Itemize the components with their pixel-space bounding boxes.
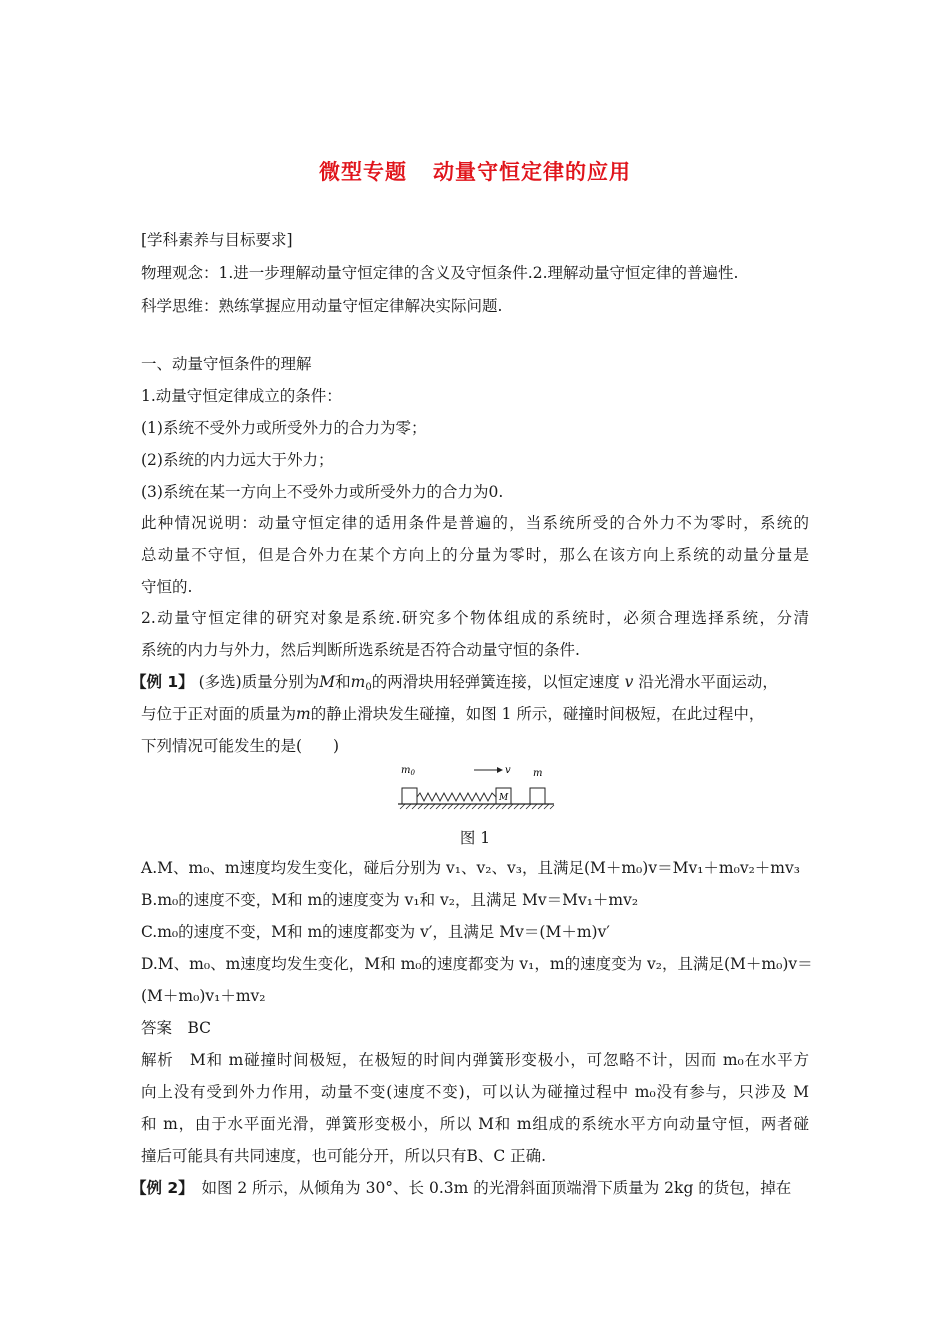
note-line: 总动量不守恒，但是合外力在某个方向上的分量为零时，那么在该方向上系统的动量分量是	[141, 546, 809, 564]
example-2-tag: 【例 2】	[131, 1179, 186, 1197]
analysis-line: 向上没有受到外力作用，动量不变(速度不变)，可以认为碰撞过程中 m₀没有参与，只涉及 M	[141, 1083, 809, 1101]
ground-hatching	[400, 804, 554, 809]
object-line: 系统的内力与外力，然后判断所选系统是否符合动量守恒的条件.	[141, 641, 580, 659]
figure-label-M: M	[499, 793, 509, 803]
example-2-line-1: 【例 2】 如图 2 所示，从倾角为 30°、长 0.3m 的光滑斜面顶端滑下质量为 2kg 的货包，掉在	[131, 1179, 792, 1197]
figure-1-caption: 图 1	[459, 829, 491, 847]
condition-2: (2)系统的内力远大于外力；	[141, 451, 334, 469]
option-a: A.M、m₀、m速度均发生变化，碰后分别为 v₁、v₂、v₃，且满足(M＋m₀)v＝Mv₁＋m₀v₂＋mv₃	[141, 859, 800, 877]
example-1-line-3: 下列情况可能发生的是( )	[141, 737, 340, 755]
figure-label-m0: $m_0$	[401, 765, 415, 777]
condition-1: (1)系统不受外力或所受外力的合力为零；	[141, 419, 427, 437]
option-b: B.m₀的速度不变，M和 m的速度变为 v₁和 v₂，且满足 Mv＝Mv₁＋mv₂	[141, 891, 639, 909]
block-m0	[402, 788, 417, 804]
note-line: 此种情况说明：动量守恒定律的适用条件是普遍的，当系统所受的合外力不为零时，系统的	[141, 514, 809, 532]
condition-3: (3)系统在某一方向上不受外力或所受外力的合力为0.	[141, 483, 504, 501]
analysis-line: 和 m，由于水平面光滑，弹簧形变极小，所以 M和 m组成的系统水平方向动量守恒，两者碰	[141, 1115, 809, 1133]
title-right: 动量守恒定律的应用	[433, 160, 631, 184]
analysis-line: 撞后可能具有共同速度，也可能分开，所以只有B、C 正确.	[141, 1147, 547, 1165]
section-heading: 一、动量守恒条件的理解	[141, 355, 312, 373]
option-c: C.m₀的速度不变，M和 m的速度都变为 v′，且满足 Mv＝(M＋m)v′	[141, 923, 610, 941]
figure-label-m: m	[533, 768, 543, 779]
note-line: 守恒的.	[141, 578, 193, 596]
option-d: D.M、m₀、m速度均发生变化，M和 m₀的速度都变为 v₁，m的速度变为 v₂，且满足(M＋m₀)v＝	[141, 955, 813, 973]
object-line: 2.动量守恒定律的研究对象是系统.研究多个物体组成的系统时，必须合理选择系统，分清	[141, 609, 809, 627]
block-m	[530, 788, 545, 804]
analysis-line: 解析 M和 m碰撞时间极短，在极短的时间内弹簧形变极小，可忽略不计，因而 m₀在水平方	[141, 1051, 809, 1069]
title-left: 微型专题	[319, 160, 407, 184]
example-1-line-2: 与位于正对面的质量为m的静止滑块发生碰撞，如图 1 所示，碰撞时间极短，在此过程中，	[141, 705, 765, 723]
example-1-tag: 【例 1】	[131, 673, 194, 691]
option-d-continued: (M＋m₀)v₁＋mv₂	[141, 987, 266, 1005]
example-1-line-1: 【例 1】 (多选)质量分别为M和$m_0$的两滑块用轻弹簧连接，以恒定速度 v 沿光滑水平面运动，	[131, 673, 778, 693]
page-title	[0, 156, 950, 186]
condition-title: 1.动量守恒定律成立的条件：	[141, 387, 342, 405]
requirements-header: [学科素养与目标要求]	[141, 231, 293, 249]
requirement-scientific-thinking: 科学思维：熟练掌握应用动量守恒定律解决实际问题.	[141, 297, 503, 315]
spring	[417, 793, 496, 801]
figure-1-spring-blocks	[396, 762, 556, 818]
requirement-physics-concept: 物理观念：1.进一步理解动量守恒定律的含义及守恒条件.2.理解动量守恒定律的普遍性.	[141, 264, 739, 282]
answer: 答案 BC	[141, 1019, 212, 1037]
figure-label-v: v	[505, 765, 511, 776]
velocity-arrowhead	[497, 767, 503, 773]
